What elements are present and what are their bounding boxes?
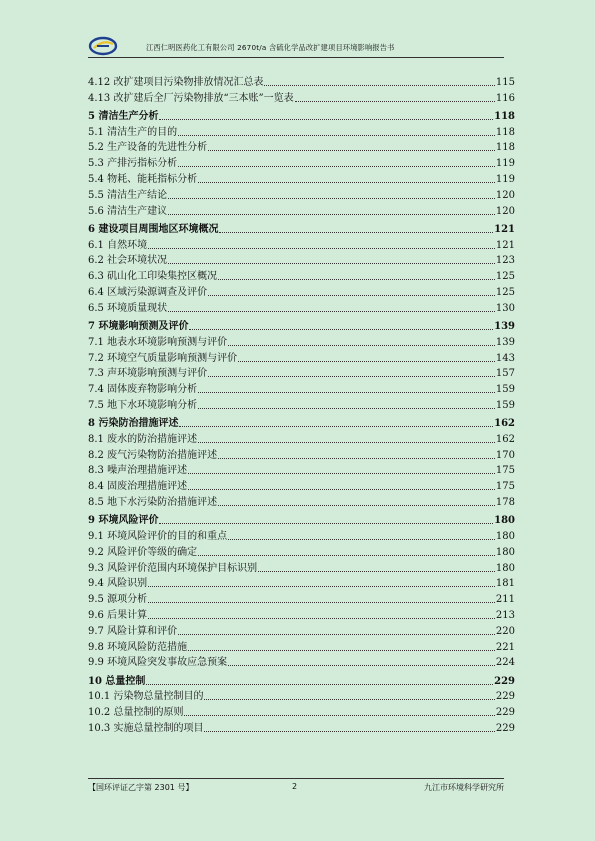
toc-page-number: 157	[495, 368, 515, 380]
toc-leader-dots	[204, 699, 494, 700]
toc-entry-title: 7 环境影响预测及评价	[88, 320, 189, 332]
toc-entry[interactable]	[88, 688, 515, 704]
toc-entry[interactable]	[88, 396, 515, 412]
toc-leader-dots	[198, 442, 495, 443]
toc-entry[interactable]	[88, 477, 515, 493]
toc-entry[interactable]	[88, 638, 515, 654]
toc-entry-title: 8 污染防治措施评述	[88, 418, 179, 430]
toc-entry-title: 10 总量控制	[88, 675, 146, 687]
toc-entry[interactable]	[88, 349, 515, 365]
toc-entry-title: 8.3 噪声治理措施评述	[88, 465, 188, 477]
toc-entry-title: 6.2 社会环境状况	[88, 255, 168, 267]
toc-entry[interactable]	[88, 462, 515, 478]
toc-entry-title: 7.5 地下水环境影响分析	[88, 399, 198, 411]
toc-entry[interactable]	[88, 446, 515, 462]
toc-entry-title: 9.4 风险识别	[88, 578, 148, 590]
toc-leader-dots	[168, 263, 495, 264]
toc-entry-title: 10.3 实施总量控制的项目	[88, 723, 204, 735]
toc-entry[interactable]	[88, 575, 515, 591]
toc-entry-title: 10.1 污染物总量控制目的	[88, 691, 204, 703]
toc-leader-dots	[228, 539, 495, 540]
toc-page-number: 221	[495, 641, 515, 653]
certificate-number: 【国环评证乙字第 2301 号】	[88, 783, 194, 792]
toc-page-number: 180	[495, 546, 515, 558]
footer-divider	[88, 778, 504, 779]
toc-entry-title: 5.6 清洁生产建议	[88, 205, 168, 217]
toc-leader-dots	[238, 361, 495, 362]
toc-leader-dots	[189, 329, 493, 330]
toc-entry-title: 7.3 声环境影响预测与评价	[88, 368, 208, 380]
toc-page-number: 213	[495, 610, 515, 622]
toc-leader-dots	[146, 684, 493, 685]
toc-leader-dots	[228, 345, 495, 346]
toc-leader-dots	[198, 555, 495, 556]
toc-entry[interactable]	[88, 154, 515, 170]
toc-page-number: 229	[494, 675, 515, 687]
toc-leader-dots	[178, 634, 495, 635]
toc-leader-dots	[204, 731, 494, 732]
toc-entry[interactable]	[88, 527, 515, 543]
toc-leader-dots	[188, 489, 495, 490]
institute-name: 九江市环境科学研究所	[424, 783, 504, 792]
toc-leader-dots	[178, 166, 495, 167]
toc-leader-dots	[168, 214, 495, 215]
toc-entry[interactable]	[88, 236, 515, 252]
toc-entry-title: 9.3 风险评价范围内环境保护目标识别	[88, 562, 258, 574]
toc-page-number: 175	[495, 481, 515, 493]
toc-entry[interactable]	[88, 139, 515, 155]
toc-entry-title: 9.6 后果计算	[88, 610, 148, 622]
toc-entry[interactable]	[88, 252, 515, 268]
document-title: 江西仁明医药化工有限公司 2670t/a 含硫化学品改扩建项目环境影响报告书	[146, 43, 395, 52]
toc-entry-title: 8.5 地下水污染防治措施评述	[88, 497, 218, 509]
toc-entry-title: 6.3 矶山化工印染集控区概况	[88, 271, 218, 283]
toc-page-number: 229	[495, 691, 515, 703]
toc-entry-title: 9.8 环境风险防范措施	[88, 641, 188, 653]
toc-leader-dots	[295, 101, 495, 102]
toc-page-number: 139	[494, 320, 515, 332]
toc-entry-title: 5 清洁生产分析	[88, 110, 159, 122]
institute-logo	[88, 36, 118, 56]
toc-page-number: 121	[495, 239, 515, 251]
toc-entry-title: 5.3 产排污指标分析	[88, 158, 178, 170]
toc-page-number: 220	[495, 625, 515, 637]
toc-entry-title: 9.9 环境风险突发事故应急预案	[88, 657, 228, 669]
toc-leader-dots	[198, 182, 495, 183]
toc-leader-dots	[219, 232, 493, 233]
toc-page-number: 116	[495, 92, 515, 104]
toc-entry-title: 10.2 总量控制的原则	[88, 707, 184, 719]
toc-page-number: 123	[495, 255, 515, 267]
toc-page-number: 162	[494, 418, 515, 430]
toc-entry[interactable]	[88, 202, 515, 218]
toc-page-number: 159	[495, 399, 515, 411]
toc-page-number: 180	[495, 531, 515, 543]
toc-page-number: 130	[495, 302, 515, 314]
toc-entry[interactable]	[88, 719, 515, 735]
toc-chapter-entry[interactable]	[88, 509, 515, 527]
toc-entry-title: 5.5 清洁生产结论	[88, 189, 168, 201]
toc-entry-title: 9.1 环境风险评价的目的和重点	[88, 531, 228, 543]
toc-entry-title: 8.4 固废治理措施评述	[88, 481, 188, 493]
toc-leader-dots	[218, 279, 495, 280]
toc-chapter-entry[interactable]	[88, 315, 515, 333]
toc-leader-dots	[168, 311, 495, 312]
toc-entry[interactable]	[88, 267, 515, 283]
toc-entry[interactable]	[88, 123, 515, 139]
toc-page-number: 181	[495, 578, 515, 590]
toc-entry-title: 6 建设项目周围地区环境概况	[88, 223, 219, 235]
toc-page-number: 125	[495, 286, 515, 298]
toc-leader-dots	[198, 408, 495, 409]
toc-chapter-entry[interactable]	[88, 412, 515, 430]
page-number: 2	[292, 782, 298, 791]
toc-page-number: 229	[495, 723, 515, 735]
toc-entry-title: 6.5 环境质量现状	[88, 302, 168, 314]
toc-leader-dots	[148, 248, 495, 249]
toc-entry-title: 9.7 风险计算和评价	[88, 625, 178, 637]
toc-entry-title: 4.13 改扩建后全厂污染物排放“三本账”一览表	[88, 92, 294, 104]
toc-entry[interactable]	[88, 543, 515, 559]
toc-page-number: 119	[495, 158, 515, 170]
toc-leader-dots	[179, 426, 493, 427]
toc-page-number: 139	[495, 336, 515, 348]
page-footer	[88, 782, 504, 794]
toc-page-number: 175	[495, 465, 515, 477]
toc-leader-dots	[264, 85, 494, 86]
toc-page-number: 120	[495, 189, 515, 201]
toc-entry-title: 9.2 风险评价等级的确定	[88, 546, 198, 558]
toc-entry[interactable]	[88, 380, 515, 396]
toc-entry[interactable]	[88, 73, 515, 89]
toc-leader-dots	[208, 150, 495, 151]
toc-page-number: 119	[495, 173, 515, 185]
toc-page-number: 180	[495, 562, 515, 574]
toc-page-number: 118	[495, 142, 515, 154]
toc-entry[interactable]	[88, 622, 515, 638]
toc-leader-dots	[218, 458, 495, 459]
toc-entry[interactable]	[88, 654, 515, 670]
toc-entry[interactable]	[88, 186, 515, 202]
toc-entry-title: 7.4 固体废弃物影响分析	[88, 384, 198, 396]
toc-entry[interactable]	[88, 430, 515, 446]
toc-leader-dots	[184, 715, 494, 716]
header-divider	[88, 57, 504, 58]
toc-page-number: 211	[495, 594, 515, 606]
toc-entry[interactable]	[88, 590, 515, 606]
toc-entry-title: 9 环境风险评价	[88, 515, 159, 527]
page-header	[88, 34, 504, 58]
toc-page-number: 118	[495, 126, 515, 138]
toc-entry[interactable]	[88, 333, 515, 349]
toc-leader-dots	[198, 392, 495, 393]
toc-entry-title: 7.2 环境空气质量影响预测与评价	[88, 352, 238, 364]
toc-chapter-entry[interactable]	[88, 669, 515, 687]
toc-page-number: 178	[495, 497, 515, 509]
toc-chapter-entry[interactable]	[88, 105, 515, 123]
toc-page-number: 170	[495, 449, 515, 461]
toc-page-number: 224	[495, 657, 515, 669]
toc-page-number: 115	[495, 76, 515, 88]
toc-entry[interactable]	[88, 299, 515, 315]
toc-page-number: 159	[495, 384, 515, 396]
toc-page-number: 162	[495, 433, 515, 445]
toc-entry-title: 8.2 废气污染物防治措施评述	[88, 449, 218, 461]
toc-entry-title: 5.4 物耗、能耗指标分析	[88, 173, 198, 185]
toc-leader-dots	[228, 665, 495, 666]
toc-entry[interactable]	[88, 559, 515, 575]
toc-entry[interactable]	[88, 493, 515, 509]
toc-entry-title: 5.2 生产设备的先进性分析	[88, 142, 208, 154]
toc-leader-dots	[208, 376, 495, 377]
toc-leader-dots	[258, 571, 495, 572]
toc-entry[interactable]	[88, 283, 515, 299]
toc-entry[interactable]	[88, 606, 515, 622]
toc-page-number: 121	[494, 223, 515, 235]
toc-page-number: 143	[495, 352, 515, 364]
toc-leader-dots	[208, 295, 495, 296]
toc-entry-title: 6.4 区域污染源调查及评价	[88, 286, 208, 298]
toc-leader-dots	[148, 618, 495, 619]
toc-entry-title: 7.1 地表水环境影响预测与评价	[88, 336, 228, 348]
toc-entry-title: 6.1 自然环境	[88, 239, 148, 251]
toc-entry[interactable]	[88, 89, 515, 105]
toc-chapter-entry[interactable]	[88, 218, 515, 236]
toc-leader-dots	[168, 198, 495, 199]
toc-entry[interactable]	[88, 703, 515, 719]
toc-page-number: 229	[495, 707, 515, 719]
toc-page-number: 120	[495, 205, 515, 217]
toc-entry-title: 4.12 改扩建项目污染物排放情况汇总表	[88, 76, 264, 88]
toc-entry-title: 8.1 废水的防治措施评述	[88, 433, 198, 445]
toc-entry-title: 5.1 清洁生产的目的	[88, 126, 178, 138]
toc-page-number: 118	[494, 110, 515, 122]
toc-leader-dots	[188, 650, 495, 651]
toc-leader-dots	[178, 135, 495, 136]
toc-leader-dots	[159, 523, 493, 524]
toc-leader-dots	[148, 602, 495, 603]
toc-leader-dots	[188, 473, 495, 474]
toc-entry[interactable]	[88, 170, 515, 186]
toc-leader-dots	[218, 505, 495, 506]
table-of-contents	[88, 73, 515, 735]
toc-leader-dots	[148, 586, 495, 587]
toc-entry[interactable]	[88, 365, 515, 381]
toc-page-number: 180	[494, 515, 515, 527]
toc-page-number: 125	[495, 271, 515, 283]
toc-entry-title: 9.5 源项分析	[88, 594, 148, 606]
toc-leader-dots	[159, 119, 493, 120]
